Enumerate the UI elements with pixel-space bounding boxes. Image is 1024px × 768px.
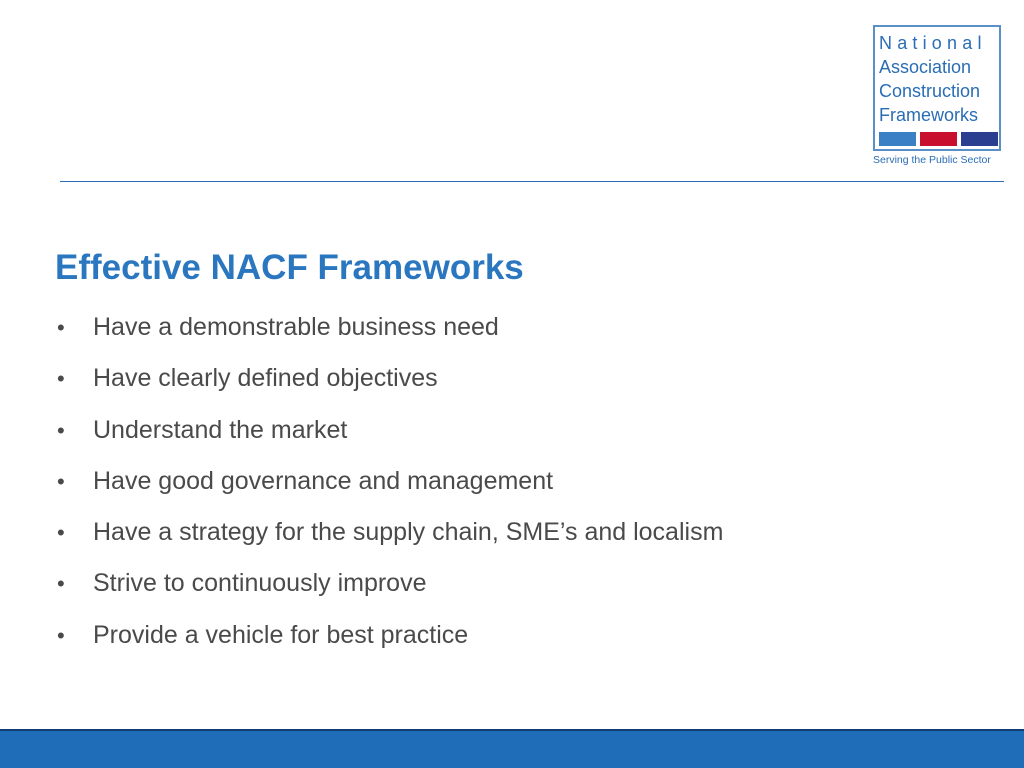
bullet-icon: •	[57, 622, 65, 648]
logo-line-association: Association	[879, 57, 972, 77]
bullet-icon: •	[57, 366, 65, 392]
list-item	[55, 621, 723, 672]
header-divider	[60, 181, 1004, 182]
list-item	[55, 569, 723, 620]
list-item	[55, 416, 723, 467]
bullet-text: Have clearly defined objectives	[93, 364, 438, 393]
bullet-icon: •	[57, 520, 65, 546]
logo-line-national: National	[879, 33, 987, 53]
logo-color-bars	[879, 132, 998, 146]
logo-tagline: Serving the Public Sector	[873, 154, 991, 166]
logo-bar-red	[920, 132, 957, 146]
footer-bar	[0, 729, 1024, 768]
bullet-text: Provide a vehicle for best practice	[93, 620, 469, 649]
slide-title: Effective NACF Frameworks	[55, 248, 524, 287]
list-item	[55, 313, 723, 364]
list-item	[55, 518, 723, 569]
bullet-list	[55, 313, 723, 672]
logo-line-frameworks: Frameworks	[879, 105, 979, 125]
logo-line-construction: Construction	[879, 81, 981, 101]
bullet-icon: •	[57, 571, 65, 597]
bullet-text: Understand the market	[93, 415, 348, 444]
logo-bar-navy	[961, 132, 998, 146]
bullet-text: Have good governance and management	[93, 466, 554, 495]
bullet-text: Strive to continuously improve	[93, 569, 427, 598]
bullet-text: Have a strategy for the supply chain, SME’s and localism	[93, 518, 724, 547]
bullet-text: Have a demonstrable business need	[93, 313, 499, 341]
logo-bar-blue	[879, 132, 916, 146]
bullet-icon: •	[57, 417, 65, 443]
bullet-icon: •	[57, 468, 65, 494]
nacf-logo	[873, 25, 1005, 166]
bullet-icon: •	[57, 315, 65, 340]
list-item	[55, 467, 723, 518]
logo-box	[873, 25, 1001, 151]
list-item	[55, 364, 723, 415]
